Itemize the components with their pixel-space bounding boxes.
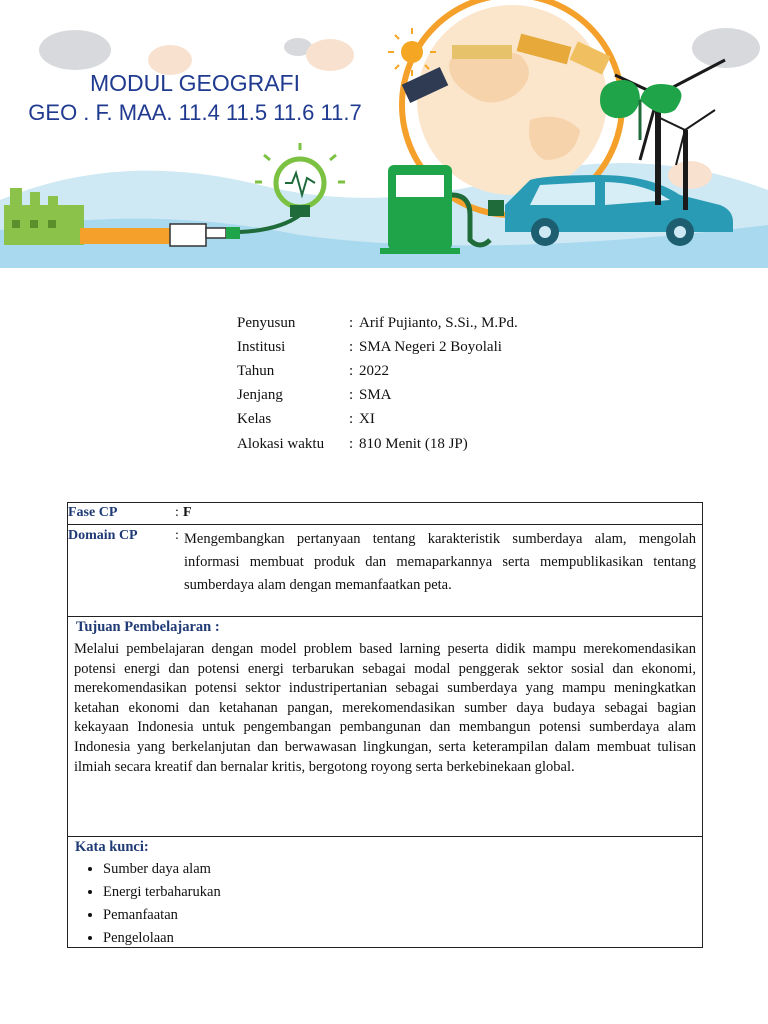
- energy-illustration: [0, 0, 768, 270]
- divider: [68, 616, 702, 617]
- kata-kunci-section: [75, 839, 695, 950]
- meta-row: [237, 408, 518, 432]
- meta-label: Jenjang: [237, 387, 283, 404]
- fase-colon: :: [175, 505, 179, 520]
- meta-label: Institusi: [237, 338, 286, 355]
- meta-label: Kelas: [237, 411, 272, 428]
- meta-row: [237, 384, 518, 408]
- meta-row: [237, 311, 518, 335]
- cp-table: [67, 502, 703, 948]
- list-item: • Pengelolaan: [103, 927, 695, 950]
- meta-colon: :: [349, 338, 354, 355]
- meta-colon: :: [349, 362, 354, 379]
- meta-info: [237, 311, 518, 456]
- header-banner: [0, 0, 768, 270]
- domain-colon: :: [175, 528, 179, 543]
- keyword-list: [75, 858, 695, 950]
- fase-value: F: [183, 505, 192, 520]
- domain-text: Mengembangkan pertanyaan tentang karakteristik sumberdaya alam, mengolah informasi membuat produk dan memaparkannya serta mempublikasikan tentang sumberdaya alam dengan memanfaatkan peta.: [184, 531, 696, 593]
- meta-value: XI: [359, 411, 375, 428]
- meta-label: Penyusun: [237, 314, 296, 331]
- divider: [68, 524, 702, 525]
- meta-value: SMA: [359, 387, 392, 404]
- meta-label: Alokasi waktu: [237, 435, 325, 452]
- title-line2: GEO . F. MAA. 11.4 11.5 11.6 11.7: [28, 99, 362, 125]
- meta-label: Tahun: [237, 362, 275, 379]
- tujuan-text: Melalui pembelajaran dengan model problem based larning peserta didik mampu merekomendasikan potensi energi dan potensi energi terbarukan sebagai modal penggerak sektor sosial dan ekonomi, merekomendasikan potensi sektor industripertanian sebagai sumberdaya yang mampu meningkatkan ketahan ekonomi dan ketahanan pangan, merekomendasikan sumber daya budaya sebagai bagian kekayaan Indonesia untuk pengembangan pembangunan dan membangun potensi sumberdaya alam Indonesia yang berkelanjutan dan berwawasan lingkungan, serta keterampilan dalam membuat tulisan ilmiah secara kreatif dan bernalar kritis, bergotong royong serta berkebinekaan global.: [74, 641, 696, 775]
- meta-colon: :: [349, 411, 354, 428]
- divider: [68, 836, 702, 837]
- tujuan-label: Tujuan Pembelajaran :: [76, 619, 220, 635]
- list-item: • Sumber daya alam: [103, 858, 695, 881]
- list-item: • Pemanfaatan: [103, 904, 695, 927]
- meta-row: [237, 432, 518, 456]
- kata-label: Kata kunci:: [75, 839, 149, 855]
- domain-label: Domain CP: [68, 528, 138, 543]
- meta-colon: :: [349, 314, 354, 331]
- fase-label: Fase CP: [68, 505, 118, 520]
- meta-row: [237, 359, 518, 383]
- meta-value: Arif Pujianto, S.Si., M.Pd.: [359, 314, 518, 331]
- meta-row: [237, 335, 518, 359]
- meta-colon: :: [349, 387, 354, 404]
- meta-colon: :: [349, 435, 354, 452]
- meta-value: SMA Negeri 2 Boyolali: [359, 338, 502, 355]
- title-line1: MODUL GEOGRAFI: [90, 70, 300, 96]
- meta-value: 2022: [359, 362, 389, 379]
- list-item: • Energi terbaharukan: [103, 881, 695, 904]
- tujuan-section: [74, 619, 696, 777]
- module-title: [0, 70, 390, 126]
- meta-value: 810 Menit (18 JP): [359, 435, 468, 452]
